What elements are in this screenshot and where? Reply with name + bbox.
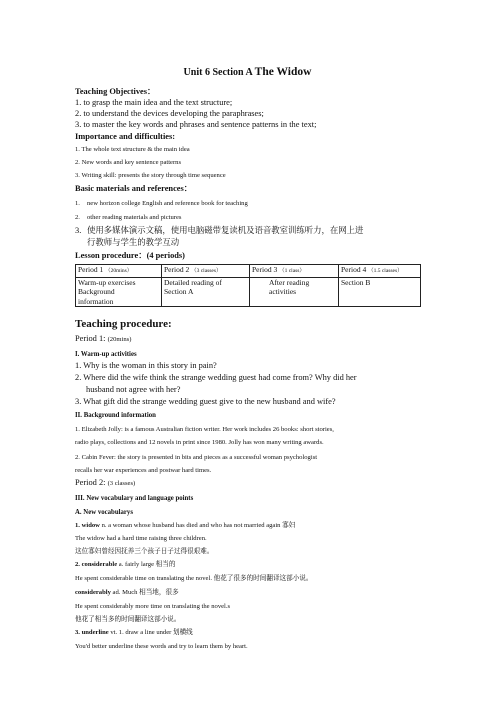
vocab-subheading: A. New vocabularys <box>75 509 133 516</box>
importance-item: 3. Writing skill: presents the story through time sequence <box>75 172 226 179</box>
objective-item: 1. to grasp the main idea and the text structure; <box>75 98 233 107</box>
table-header-cell: Period 2 （3 classes） <box>162 265 250 278</box>
table-cell: Section B <box>339 277 421 307</box>
teaching-procedure-heading: Teaching procedure: <box>75 318 172 330</box>
importance-heading: Importance and difficulties: <box>75 132 176 141</box>
background-line: 1. Elizabeth Jolly: is a famous Australian fiction writer. Her work includes 26 books: short stories, <box>75 426 334 433</box>
table-header-cell: Period 1 （20mins） <box>76 265 162 278</box>
lesson-procedure-table <box>75 264 421 307</box>
objective-item: 3. to master the key words and phrases and sentence patterns in the text; <box>75 120 317 129</box>
vocab-line: 这位寡妇曾经因抚养三个孩子日子过得很艰难。 <box>75 548 214 555</box>
vocab-heading: III. New vocabulary and language points <box>75 495 194 502</box>
vocab-line: The widow had a hard time raising three children. <box>75 535 207 542</box>
vocab-line: considerably ad. Much 相当地，很多 <box>75 589 179 596</box>
materials-item <box>75 199 248 208</box>
materials-item-cont: 行教师与学生的教学互动 <box>87 238 180 247</box>
table-cell: Detailed reading of Section A <box>162 277 250 307</box>
question-item-cont: husband not agree with her? <box>86 385 181 394</box>
title-main: The Widow <box>254 66 312 78</box>
background-line: 2. Cabin Fever: the story is presented in bits and pieces as a successful woman psychologist <box>75 454 318 461</box>
table-cell: Warm-up exercises Background information <box>76 277 162 307</box>
materials-text: 使用多媒体演示文稿，使用电脑磁带复读机及语音教室训练听力，在网上进 <box>87 226 364 235</box>
materials-text: new horizon college English and reference book for teaching <box>87 200 248 207</box>
document-title <box>75 66 420 78</box>
question-item: 2. Where did the wife think the strange wedding guest had come from? Why did her <box>75 373 357 382</box>
materials-num: 2. <box>75 214 80 221</box>
question-item: 1. Why is the woman in this story in pain? <box>75 361 217 370</box>
vocab-line: He spent considerably more time on translating the novel.s <box>75 603 231 610</box>
vocab-line: 他花了相当多的时间翻译这部小说。 <box>75 616 181 623</box>
question-item: 3. What gift did the strange wedding guest give to the new husband and wife? <box>75 397 336 406</box>
vocab-line: He spent considerable time on translating the novel. 他花了很多的时间翻译这部小说。 <box>75 575 313 582</box>
table-header-row <box>76 265 421 278</box>
background-heading: II. Background information <box>75 412 156 419</box>
table-row <box>76 277 421 307</box>
materials-heading: Basic materials and references： <box>75 184 193 193</box>
importance-item: 1. The whole text structure & the main idea <box>75 146 190 153</box>
materials-num: 3. <box>75 226 82 235</box>
objectives-heading: Teaching Objectives： <box>75 87 156 96</box>
table-header-cell: Period 4 （1.5 classes） <box>339 265 421 278</box>
vocab-line: You'd better underline these words and try to learn them by heart. <box>75 643 248 650</box>
materials-num: 1. <box>75 200 80 207</box>
table-cell: After reading activities <box>250 277 339 307</box>
objective-item: 2. to understand the devices developing the paraphrases; <box>75 109 264 118</box>
warmup-heading: I. Warm-up activities <box>75 351 137 358</box>
lesson-procedure-heading: Lesson procedure：(4 periods) <box>75 251 185 260</box>
materials-item <box>75 226 363 235</box>
title-prefix: Unit 6 Section A <box>183 67 253 78</box>
vocab-line: 1. widow n. a woman whose husband has died and who has not married again 寡妇 <box>75 522 296 529</box>
period-1-label: Period 1: (20mins) <box>75 334 132 343</box>
background-line: recalls her war experiences and postwar hard times. <box>75 467 212 474</box>
materials-item <box>75 213 181 222</box>
vocab-line: 2. considerable a. fairly large 相当的 <box>75 561 176 568</box>
vocab-line: 3. underline vt. 1. draw a line under 划横线 <box>75 629 193 636</box>
background-line: radio plays, collections and 12 novels in print since 1980. Jolly has won many writing awards. <box>75 439 324 446</box>
table-header-cell: Period 3 （1 class） <box>250 265 339 278</box>
importance-item: 2. New words and key sentence patterns <box>75 159 182 166</box>
materials-text: other reading materials and pictures <box>87 214 182 221</box>
period-2-label: Period 2: (3 classes) <box>75 478 136 487</box>
